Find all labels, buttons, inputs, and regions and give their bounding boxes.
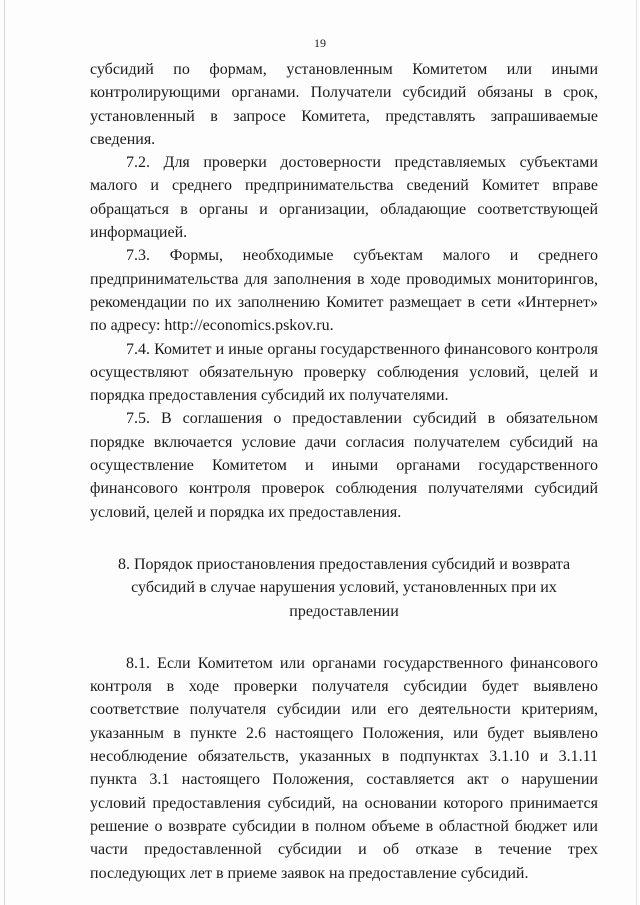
paragraph-7-5: 7.5. В соглашения о предоставлении субсидий в обязательном порядке включается условие дачи согласия получателем субсидий на осуществление Комитетом и иными органами государственного финансового контроля проверок соблюдения получателями субсидий условий, целей и порядка их предоставления. <box>90 410 598 521</box>
paragraph-7-3: 7.3. Формы, необходимые субъектам малого и среднего предпринимательства для заполнения в ходе проводимых мониторингов, рекомендации по их заполнению Комитет размещает в сети «Интернет» по адресу: http://economics.pskov.ru. <box>90 247 598 335</box>
section-heading-line-1: 8. Порядок приостановления предоставления субсидий и возврата <box>117 555 571 573</box>
section-heading-line-3: предоставлении <box>289 602 399 620</box>
paragraph-8-1: 8.1. Если Комитетом или органами государственного финансового контроля в ходе проверки получателя субсидии будет выявлено соответствие получателя субсидии или его деятельности критериям, указанным в пункте 2.6 настоящего Положения, или будет выявлено несоблюдение обязательств, указанных в подпунктах 3.1.10 и 3.1.11 пункта 3.1 настоящего Положения, составляется акт о нарушении условий предоставления субсидий, на основании которого принимается решение о возврате субсидии в полном объеме в областной бюджет или части предоставленной субсидии и об отказе в течение трех последующих лет в приеме заявок на предоставление субсидий. <box>90 654 598 882</box>
paragraph-7-4: 7.4. Комитет и иные органы государственного финансового контроля осуществляют обязательную проверку соблюдения условий, целей и порядка предоставления субсидий их получателями. <box>90 340 598 405</box>
section-heading <box>90 553 598 623</box>
paragraph-continuation: субсидий по формам, установленным Комитетом или иными контролирующими органами. Получатели субсидий обязаны в срок, установленный в запросе Комитета, представлять запрашиваемые сведения. <box>90 61 598 148</box>
scan-edge-right <box>636 0 637 905</box>
page-number: 19 <box>314 36 326 50</box>
paragraph-7-2: 7.2. Для проверки достоверности представляемых субъектами малого и среднего предпринимательства сведений Комитет вправе обращаться в органы и организации, обладающие соответствующей информацией. <box>90 154 598 242</box>
document-body <box>90 58 598 885</box>
scan-edge-left <box>4 0 5 905</box>
section-heading-line-2: субсидий в случае нарушения условий, установленных при их <box>131 579 557 597</box>
